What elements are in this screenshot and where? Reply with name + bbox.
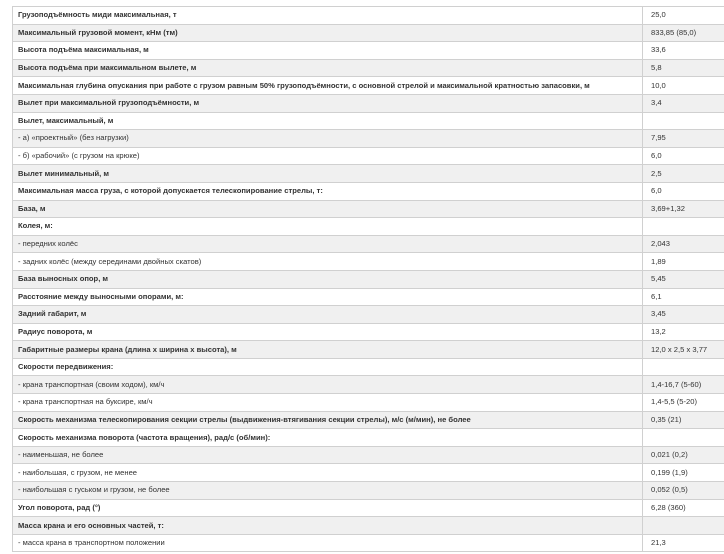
table-row (13, 499, 724, 517)
value-cell: 7,95 (643, 130, 724, 148)
value-cell: 6,1 (643, 288, 724, 306)
parameter-cell: - задних колёс (между серединами двойных скатов) (13, 253, 643, 271)
parameter-cell: Угол поворота, рад (°) (13, 499, 643, 517)
table-row (13, 534, 724, 552)
parameter-cell: Вылет при максимальной грузоподъёмности, м (13, 94, 643, 112)
parameter-cell: База, м (13, 200, 643, 218)
parameter-cell: Максимальный грузовой момент, кНм (тм) (13, 24, 643, 42)
table-row (13, 182, 724, 200)
value-cell: 12,0 х 2,5 х 3,77 (643, 341, 724, 359)
value-cell: 1,4-5,5 (5-20) (643, 394, 724, 412)
value-cell: 0,35 (21) (643, 411, 724, 429)
value-cell: 33,6 (643, 42, 724, 60)
parameter-cell: Максимальная глубина опускания при работе с грузом равным 50% грузоподъёмности, с основной стрелой и максимальной кратностью запасовки, м (13, 77, 643, 95)
value-cell (643, 358, 724, 376)
value-cell: 10,0 (643, 77, 724, 95)
value-cell: 6,0 (643, 147, 724, 165)
parameter-cell: - передних колёс (13, 235, 643, 253)
table-row (13, 130, 724, 148)
table-row (13, 306, 724, 324)
table-row (13, 482, 724, 500)
value-cell (643, 112, 724, 130)
specifications-table-body (13, 7, 724, 552)
table-row (13, 7, 724, 25)
value-cell: 1,89 (643, 253, 724, 271)
parameter-cell: Колея, м: (13, 218, 643, 236)
parameter-cell: Задний габарит, м (13, 306, 643, 324)
table-row (13, 165, 724, 183)
value-cell: 0,052 (0,5) (643, 482, 724, 500)
table-row (13, 218, 724, 236)
value-cell: 5,45 (643, 270, 724, 288)
table-row (13, 288, 724, 306)
table-row (13, 394, 724, 412)
parameter-cell: - крана транспортная (своим ходом), км/ч (13, 376, 643, 394)
parameter-cell: - б) «рабочий» (с грузом на крюке) (13, 147, 643, 165)
value-cell: 13,2 (643, 323, 724, 341)
value-cell: 5,8 (643, 59, 724, 77)
value-cell (643, 429, 724, 447)
parameter-cell: Грузоподъёмность миди максимальная, т (13, 7, 643, 25)
table-row (13, 24, 724, 42)
value-cell: 25,0 (643, 7, 724, 25)
table-row (13, 446, 724, 464)
value-cell: 0,021 (0,2) (643, 446, 724, 464)
parameter-cell: Скорость механизма телескопирования секции стрелы (выдвижения-втягивания секции стрелы), м/с (м/мин), не более (13, 411, 643, 429)
table-row (13, 464, 724, 482)
table-row (13, 341, 724, 359)
table-row (13, 94, 724, 112)
parameter-cell: Габаритные размеры крана (длина х ширина х высота), м (13, 341, 643, 359)
value-cell: 3,69+1,32 (643, 200, 724, 218)
value-cell: 2,043 (643, 235, 724, 253)
table-row (13, 77, 724, 95)
value-cell: 833,85 (85,0) (643, 24, 724, 42)
value-cell: 3,4 (643, 94, 724, 112)
parameter-cell: - масса крана в транспортном положении (13, 534, 643, 552)
parameter-cell: - наибольшая, с грузом, не менее (13, 464, 643, 482)
value-cell: 0,199 (1,9) (643, 464, 724, 482)
table-row (13, 270, 724, 288)
table-row (13, 376, 724, 394)
parameter-cell: Максимальная масса груза, с которой допускается телескопирование стрелы, т: (13, 182, 643, 200)
table-row (13, 112, 724, 130)
value-cell: 3,45 (643, 306, 724, 324)
parameter-cell: - а) «проектный» (без нагрузки) (13, 130, 643, 148)
value-cell: 6,0 (643, 182, 724, 200)
table-row (13, 253, 724, 271)
table-row (13, 323, 724, 341)
parameter-cell: Скорости передвижения: (13, 358, 643, 376)
value-cell: 1,4-16,7 (5-60) (643, 376, 724, 394)
table-row (13, 200, 724, 218)
parameter-cell: Высота подъёма максимальная, м (13, 42, 643, 60)
parameter-cell: - крана транспортная на буксире, км/ч (13, 394, 643, 412)
table-row (13, 358, 724, 376)
parameter-cell: Вылет минимальный, м (13, 165, 643, 183)
parameter-cell: База выносных опор, м (13, 270, 643, 288)
value-cell (643, 218, 724, 236)
parameter-cell: Масса крана и его основных частей, т: (13, 517, 643, 535)
specifications-table (12, 6, 724, 552)
parameter-cell: Радиус поворота, м (13, 323, 643, 341)
table-row (13, 429, 724, 447)
parameter-cell: - наибольшая с гуськом и грузом, не более (13, 482, 643, 500)
table-row (13, 235, 724, 253)
parameter-cell: Скорость механизма поворота (частота вращения), рад/с (об/мин): (13, 429, 643, 447)
table-row (13, 147, 724, 165)
table-row (13, 411, 724, 429)
table-row (13, 59, 724, 77)
value-cell: 21,3 (643, 534, 724, 552)
parameter-cell: Вылет, максимальный, м (13, 112, 643, 130)
value-cell: 6,28 (360) (643, 499, 724, 517)
table-row (13, 517, 724, 535)
table-row (13, 42, 724, 60)
parameter-cell: - наименьшая, не более (13, 446, 643, 464)
value-cell (643, 517, 724, 535)
parameter-cell: Высота подъёма при максимальном вылете, м (13, 59, 643, 77)
value-cell: 2,5 (643, 165, 724, 183)
parameter-cell: Расстояние между выносными опорами, м: (13, 288, 643, 306)
